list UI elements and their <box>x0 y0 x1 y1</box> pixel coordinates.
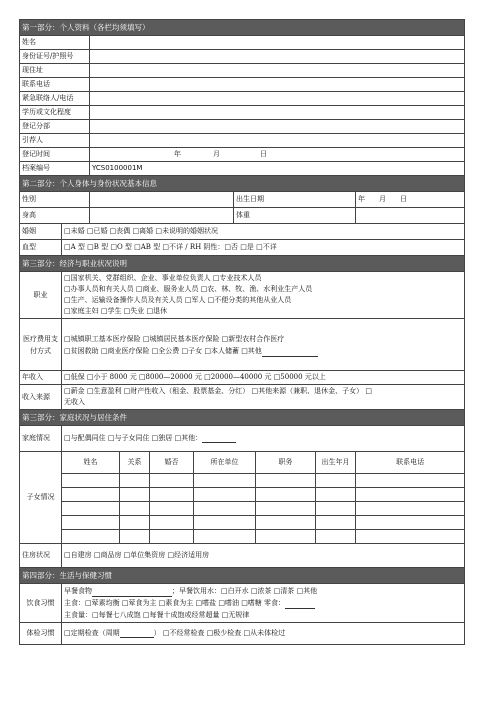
col-phone: 联系电话 <box>356 452 465 474</box>
education-field[interactable] <box>90 106 465 120</box>
medical-line-2: □贫困救助 □商业医疗保险 □全公费 □子女 □本人储蓄 □其他 <box>64 346 262 355</box>
address-label: 现住址 <box>20 64 90 78</box>
family-options[interactable] <box>62 426 465 452</box>
occupation-line-3: □生产、运输设备操作人员及有关人员 □军人 □不便分类的其他从业人员 <box>64 296 292 304</box>
name-label: 姓名 <box>20 36 90 50</box>
meal-amount-options: 主食量：□每餐七八成饱 □每餐十成饱或经常超量 □无规律 <box>64 611 250 619</box>
section-5-title: 第四部分：生活与保健习惯 <box>20 568 465 584</box>
col-birth: 出生年月 <box>316 452 356 474</box>
blood-type-options[interactable]: □A 型 □B 型 □O 型 □AB 型 □不详 / RH 阴性：□否 □是 □不详 <box>62 240 465 256</box>
occupation-label: 职业 <box>20 272 62 319</box>
phone-field[interactable] <box>90 78 465 92</box>
file-number-value: YCS0100001M <box>90 162 465 176</box>
phone-label: 联系电话 <box>20 78 90 92</box>
child-row[interactable] <box>20 516 465 530</box>
family-label: 家庭情况 <box>20 426 62 452</box>
reg-month-label: 月 <box>213 150 220 158</box>
medical-payment-label: 医疗费用支付方式 <box>20 319 62 371</box>
registration-form <box>19 19 464 645</box>
dob-day-label: 日 <box>400 195 407 203</box>
income-source-line-1: □薪金 □生意盈利 □财产性收入（租金、股票基金、分红） □其他来源（兼职、退休金、子女） □ <box>64 387 372 395</box>
referrer-field[interactable] <box>90 134 465 148</box>
occupation-line-2: □办事人员和有关人员 □商业、服务业人员 □农、林、牧、渔、水利业生产人员 <box>64 285 313 293</box>
staple-food-options: 主食：□荤素均衡 □荤食为主 □素食为主 □嗜盐 □嗜油 □嗜糖 零食： <box>64 599 286 607</box>
reg-time-label: 登记时间 <box>20 148 90 162</box>
section-1-title: 第一部分：个人资料（各栏均须填写） <box>20 20 465 36</box>
checkup-period-blank[interactable] <box>120 629 154 638</box>
reg-day-label: 日 <box>260 150 267 158</box>
child-row[interactable] <box>20 502 465 516</box>
breakfast-label: 早餐食物 <box>64 587 92 595</box>
branch-label: 登记分部 <box>20 120 90 134</box>
snack-blank[interactable] <box>285 600 315 609</box>
education-label: 学历或文化程度 <box>20 106 90 120</box>
checkup-periodic: □定期检查（周期 <box>64 629 120 637</box>
section-4-title: 第三部分：家庭状况与居住条件 <box>20 410 465 426</box>
col-relation: 关系 <box>120 452 150 474</box>
income-source-options[interactable] <box>62 385 465 410</box>
income-label: 年收入 <box>20 371 62 385</box>
gender-label: 性别 <box>20 192 90 208</box>
col-position: 职务 <box>256 452 316 474</box>
gender-field[interactable] <box>90 192 234 208</box>
col-name: 姓名 <box>62 452 120 474</box>
diet-label: 饮食习惯 <box>20 584 62 623</box>
section-2-title: 第二部分：个人身体与身份状况基本信息 <box>20 176 465 192</box>
reg-year-label: 年 <box>174 150 181 158</box>
weight-field[interactable] <box>356 208 465 224</box>
income-source-line-2: 无收入 <box>64 398 85 406</box>
height-field[interactable] <box>90 208 234 224</box>
occupation-line-1: □国家机关、党群组织、企业、事业单位负责人 □专业技术人员 <box>64 274 262 282</box>
blood-type-label: 血型 <box>20 240 62 256</box>
dob-label: 出生日期 <box>234 192 356 208</box>
name-field[interactable] <box>90 36 465 50</box>
col-employer: 所在单位 <box>194 452 256 474</box>
housing-label: 住房状况 <box>20 544 62 568</box>
breakfast-blank[interactable] <box>92 588 172 597</box>
family-options-text: □与配偶同住 □与子女同住 □独居 □其他： <box>64 434 203 442</box>
medical-other-blank[interactable] <box>262 348 318 357</box>
diet-options[interactable] <box>62 584 465 623</box>
checkup-options[interactable] <box>62 623 465 645</box>
dob-month-label: 月 <box>379 195 386 203</box>
reg-time-field[interactable] <box>90 148 465 162</box>
file-number-label: 档案编号 <box>20 162 90 176</box>
medical-payment-options[interactable] <box>62 319 465 371</box>
branch-field[interactable] <box>90 120 465 134</box>
weight-label: 体重 <box>234 208 356 224</box>
form-table <box>19 19 465 645</box>
emergency-contact-field[interactable] <box>90 92 465 106</box>
child-row[interactable] <box>20 474 465 488</box>
child-row[interactable] <box>20 530 465 544</box>
emergency-contact-label: 紧急联络人/电话 <box>20 92 90 106</box>
address-field[interactable] <box>90 64 465 78</box>
height-label: 身高 <box>20 208 90 224</box>
col-married: 婚否 <box>150 452 194 474</box>
children-label: 子女情况 <box>20 452 62 544</box>
housing-options[interactable]: □自建房 □商品房 □单位集资房 □经济适用房 <box>62 544 465 568</box>
id-number-label: 身份证号/护照号 <box>20 50 90 64</box>
id-number-field[interactable] <box>90 50 465 64</box>
income-source-label: 收入来源 <box>20 385 62 410</box>
checkup-other-options: ） □不经常检查 □极少检查 □从未体检过 <box>153 629 286 637</box>
checkup-label: 体检习惯 <box>20 623 62 645</box>
dob-year-label: 年 <box>358 195 365 203</box>
marital-options[interactable]: □未婚 □已婚 □丧偶 □离婚 □未说明的婚姻状况 <box>62 224 465 240</box>
section-3-title: 第三部分：经济与职业状况说明 <box>20 256 465 272</box>
breakfast-water-options: ；早餐饮用水：□白开水 □浓茶 □清茶 □其他 <box>172 587 318 595</box>
medical-line-1: □城镇职工基本医疗保险 □城镇居民基本医疗保险 □新型农村合作医疗 <box>64 334 285 343</box>
marital-label: 婚姻 <box>20 224 62 240</box>
occupation-line-4: □家庭主妇 □学生 □失业 □退休 <box>64 307 168 315</box>
family-other-blank[interactable] <box>202 434 236 443</box>
dob-field[interactable] <box>356 192 465 208</box>
child-row[interactable] <box>20 488 465 502</box>
referrer-label: 引荐人 <box>20 134 90 148</box>
income-options[interactable]: □低保 □小于 8000 元 □8000—20000 元 □20000—40000 元 □50000 元以上 <box>62 371 465 385</box>
occupation-options[interactable] <box>62 272 465 319</box>
